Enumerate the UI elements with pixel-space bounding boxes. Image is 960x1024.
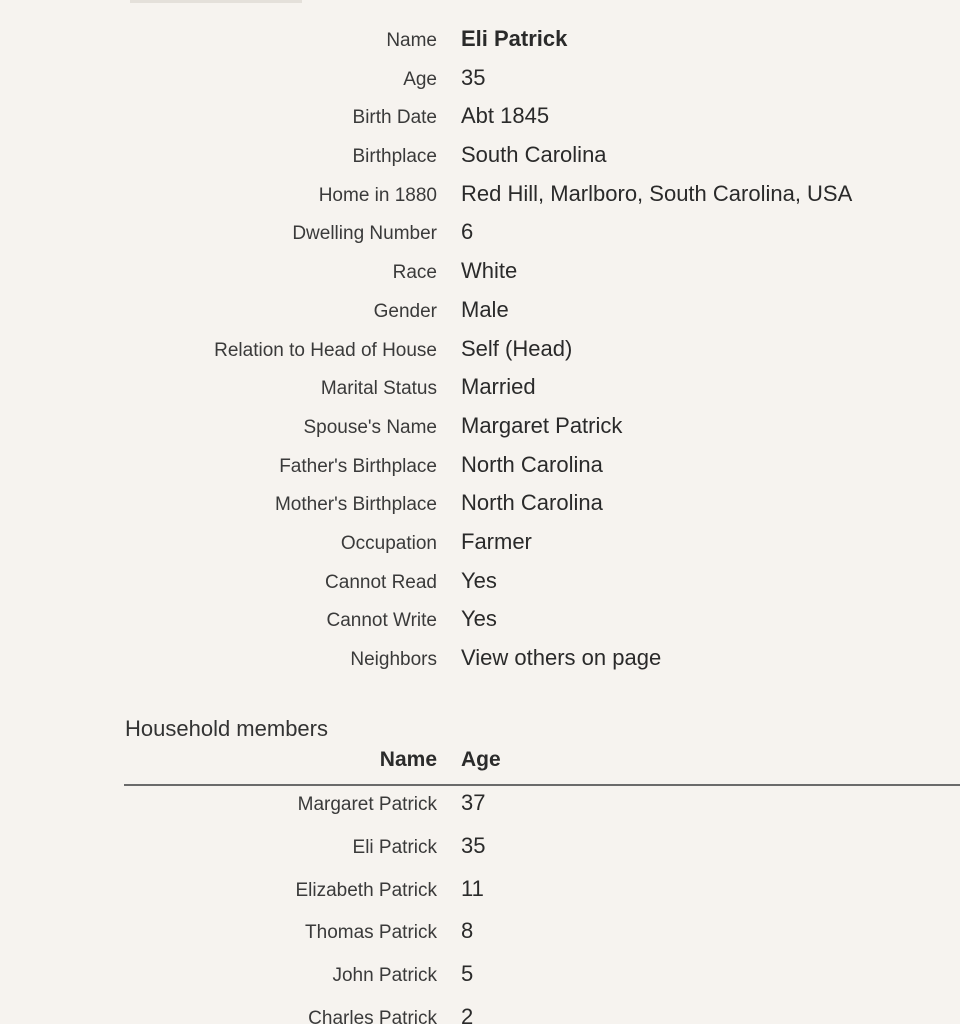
field-value: North Carolina [461, 451, 603, 477]
household-section-title: Household members [125, 716, 328, 741]
household-table-header [124, 748, 960, 786]
field-row-cannot-read [0, 568, 960, 607]
spouse-name-link[interactable]: Margaret Patrick [461, 412, 623, 438]
member-name-link[interactable]: John Patrick [332, 965, 437, 987]
field-value: Male [461, 296, 509, 322]
household-member-row [0, 786, 960, 829]
field-row-name [0, 26, 960, 65]
field-row-cannot-write [0, 606, 960, 645]
field-value: 35 [461, 64, 486, 90]
field-row-dwelling-number [0, 219, 960, 258]
field-value: Abt 1845 [461, 103, 550, 129]
member-age: 8 [461, 918, 474, 944]
field-row-home [0, 181, 960, 220]
field-label: Gender [373, 300, 437, 322]
field-label: Father's Birthplace [279, 455, 437, 477]
member-name-link[interactable]: Charles Patrick [308, 1007, 437, 1024]
member-name-link[interactable]: Eli Patrick [352, 836, 437, 858]
field-label: Cannot Read [325, 571, 437, 593]
field-label: Name [386, 30, 437, 51]
field-row-neighbors [0, 645, 960, 684]
field-row-father-birthplace [0, 452, 960, 491]
field-label: Age [403, 68, 437, 90]
household-member-row [0, 829, 960, 872]
field-row-mother-birthplace [0, 490, 960, 529]
field-label: Home in 1880 [318, 184, 437, 206]
member-name-link[interactable]: Elizabeth Patrick [295, 879, 437, 901]
member-age: 5 [461, 961, 474, 987]
field-value: Farmer [461, 528, 532, 554]
field-row-occupation [0, 529, 960, 568]
field-row-birthplace [0, 142, 960, 181]
field-label: Spouse's Name [303, 416, 437, 438]
record-details-table [0, 26, 960, 684]
field-label: Neighbors [350, 649, 437, 670]
view-neighbors-link[interactable]: View others on page [461, 645, 662, 670]
member-age: 2 [461, 1003, 474, 1024]
field-label: Cannot Write [326, 610, 437, 632]
household-member-row [0, 1000, 960, 1024]
member-name-link[interactable]: Margaret Patrick [297, 794, 437, 815]
field-row-spouse-name [0, 413, 960, 452]
column-header-age: Age [461, 748, 501, 771]
field-label: Occupation [340, 532, 437, 554]
member-age: 35 [461, 832, 486, 858]
top-divider-fragment [130, 0, 302, 3]
person-name-value: Eli Patrick [461, 26, 568, 51]
field-label: Birthplace [352, 146, 437, 168]
field-label: Marital Status [320, 378, 437, 400]
field-label: Mother's Birthplace [274, 494, 437, 516]
field-value: Self (Head) [461, 335, 573, 361]
field-value: Yes [461, 567, 497, 593]
member-name-link[interactable]: Thomas Patrick [305, 922, 437, 944]
field-row-relation [0, 336, 960, 375]
member-age: 37 [461, 790, 486, 815]
field-row-age [0, 65, 960, 104]
field-label: Relation to Head of House [214, 339, 437, 361]
field-label: Race [392, 262, 437, 284]
field-row-birth-date [0, 103, 960, 142]
household-member-row [0, 957, 960, 1000]
column-header-name: Name [379, 748, 437, 771]
field-value: 6 [461, 219, 474, 245]
field-value: Married [461, 374, 536, 400]
household-table [0, 748, 960, 1024]
field-value: White [461, 258, 518, 284]
field-value: Red Hill, Marlboro, South Carolina, USA [461, 180, 853, 206]
field-row-gender [0, 297, 960, 336]
field-row-marital-status [0, 374, 960, 413]
field-label: Birth Date [352, 107, 437, 129]
field-value: South Carolina [461, 142, 607, 168]
member-age: 11 [461, 875, 484, 901]
field-row-race [0, 258, 960, 297]
household-member-row [0, 872, 960, 915]
field-value: North Carolina [461, 490, 603, 516]
field-value: Yes [461, 606, 497, 632]
field-label: Dwelling Number [292, 223, 437, 245]
household-member-row [0, 914, 960, 957]
